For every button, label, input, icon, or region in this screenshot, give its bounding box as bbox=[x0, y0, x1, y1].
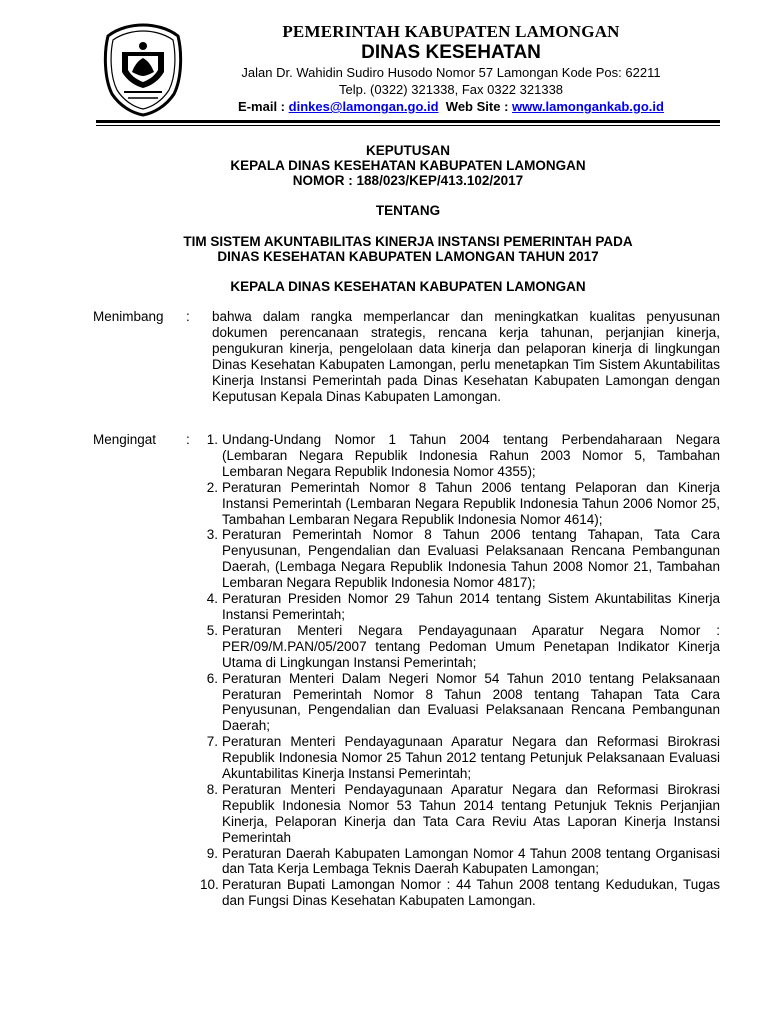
list-item-text: Peraturan Presiden Nomor 29 Tahun 2014 tentang Sistem Akuntabilitas Kinerja Instansi Pemerintah; bbox=[222, 591, 720, 622]
list-item-text: Peraturan Menteri Negara Pendayagunaan Aparatur Negara Nomor : PER/09/M.PAN/05/2007 tentang Pedoman Umum Penetapan Indikator Kinerja Utama di Lingkungan Instansi Pemerintah; bbox=[222, 622, 720, 670]
list-item bbox=[200, 480, 720, 528]
list-item-number: 9. bbox=[206, 845, 218, 861]
phone-fax: Telp. (0322) 321338, Fax 0322 321338 bbox=[338, 82, 564, 97]
list-item bbox=[200, 734, 720, 782]
list-item bbox=[200, 432, 720, 480]
list-item-text: Peraturan Menteri Pendayagunaan Aparatur Negara dan Reformasi Birokrasi Republik Indonesia Nomor 53 Tahun 2014 tentang Petunjuk Teknis Perjanjian Kinerja, Pelaporan Kinerja dan Tata Cara Reviu Atas Laporan Kinerja Instansi Pemerintah bbox=[222, 781, 720, 845]
letterhead bbox=[196, 22, 706, 115]
list-item bbox=[200, 782, 720, 846]
list-item-number: 5. bbox=[206, 622, 218, 638]
decree-about: TENTANG bbox=[375, 203, 441, 218]
list-item bbox=[200, 527, 720, 591]
mengingat-list bbox=[200, 432, 720, 909]
list-item-text: Peraturan Pemerintah Nomor 8 Tahun 2006 tentang Tahapan, Tata Cara Penyusunan, Pengendalian dan Evaluasi Pelaksanaan Rencana Pembangunan Daerah, (Lembaga Negara Republik Indonesia Tahun 2008 Nomor 21, Tambahan Lembaran Negara Republik Indonesia Nomor 4817); bbox=[222, 527, 720, 591]
list-item-number: 8. bbox=[206, 781, 218, 797]
decree-subject-line1: TIM SISTEM AKUNTABILITAS KINERJA INSTANSI PEMERINTAH PADA bbox=[183, 234, 633, 249]
list-item-number: 3. bbox=[206, 527, 218, 543]
mengingat-label: Mengingat bbox=[93, 432, 157, 447]
email-label: E-mail : bbox=[238, 99, 286, 114]
list-item-text: Peraturan Bupati Lamongan Nomor : 44 Tahun 2008 tentang Kedudukan, Tugas dan Fungsi Dinas Kesehatan Kabupaten Lamongan. bbox=[222, 877, 720, 909]
mengingat-colon: : bbox=[186, 432, 190, 447]
list-item bbox=[200, 591, 720, 623]
contact-line bbox=[196, 98, 706, 115]
list-item bbox=[200, 877, 720, 909]
list-item bbox=[200, 846, 720, 878]
list-item-number: 10. bbox=[200, 877, 219, 893]
list-item-text: Peraturan Menteri Dalam Negeri Nomor 54 Tahun 2010 tentang Pelaksanaan Peraturan Pemerintah Nomor 8 Tahun 2008 tentang Tahapan Tata Cara Penyusunan, Pengendalian dan Evaluasi Pelaksanaan Rencana Pembangunan Daerah; bbox=[222, 670, 720, 734]
list-item-number: 2. bbox=[206, 479, 218, 495]
email-link[interactable]: dinkes@lamongan.go.id bbox=[288, 99, 439, 114]
list-item-number: 1. bbox=[206, 432, 218, 447]
list-item-text: Peraturan Pemerintah Nomor 8 Tahun 2006 tentang Pelaporan dan Kinerja Instansi Pemerintah (Lembaran Negara Republik Indonesia Tahun 2006 Nomor 25, Tambahan Lembaran Negara Republik Indonesia Nomor 4614); bbox=[222, 479, 720, 527]
list-item-number: 4. bbox=[206, 591, 218, 607]
list-item bbox=[200, 623, 720, 671]
decree-number: NOMOR : 188/023/KEP/413.102/2017 bbox=[292, 173, 524, 188]
website-label: Web Site : bbox=[445, 99, 509, 114]
menimbang-label: Menimbang bbox=[93, 309, 164, 324]
address: Jalan Dr. Wahidin Sudiro Husodo Nomor 57 Lamongan Kode Pos: 62211 bbox=[241, 65, 661, 80]
regency-emblem-icon bbox=[102, 22, 184, 118]
list-item bbox=[200, 671, 720, 735]
list-item-number: 7. bbox=[206, 734, 218, 750]
government-name: PEMERINTAH KABUPATEN LAMONGAN bbox=[282, 22, 620, 41]
list-item-text: Peraturan Menteri Pendayagunaan Aparatur Negara dan Reformasi Birokrasi Republik Indonesia Nomor 25 Tahun 2012 tentang Petunjuk Pelaksanaan Evaluasi Akuntabilitas Kinerja Instansi Pemerintah; bbox=[222, 734, 720, 782]
letterhead-rule-thick bbox=[96, 120, 720, 123]
decree-subject-line2: DINAS KESEHATAN KABUPATEN LAMONGAN TAHUN 2017 bbox=[217, 249, 599, 264]
decree-authority: KEPALA DINAS KESEHATAN KABUPATEN LAMONGAN bbox=[230, 279, 586, 294]
decree-issuer: KEPALA DINAS KESEHATAN KABUPATEN LAMONGAN bbox=[230, 158, 586, 173]
department-name: DINAS KESEHATAN bbox=[361, 42, 541, 63]
menimbang-text: bahwa dalam rangka memperlancar dan meningkatkan kualitas penyusunan dokumen perencanaan strategis, rencana kerja tahunan, perjanjian kinerja, pengukuran kinerja, pengelolaan data kinerja dan pelaporan kinerja di lingkungan Dinas Kesehatan Kabupaten Lamongan, perlu menetapkan Tim Sistem Akuntabilitas Kinerja Instansi Pemerintah pada Dinas Kesehatan Kabupaten Lamongan dengan Keputusan Kepala Dinas Kabupaten Lamongan. bbox=[212, 309, 720, 404]
list-item-text: Peraturan Daerah Kabupaten Lamongan Nomor 4 Tahun 2008 tentang Organisasi dan Tata Kerja Lembaga Teknis Daerah Kabupaten Lamongan; bbox=[222, 845, 720, 877]
letterhead-rule-thin bbox=[96, 125, 720, 126]
website-link[interactable]: www.lamongankab.go.id bbox=[512, 99, 664, 114]
list-item-number: 6. bbox=[206, 670, 218, 686]
list-item-text: Undang-Undang Nomor 1 Tahun 2004 tentang Perbendaharaan Negara (Lembaran Negara Republik Indonesia Rahun 2003 Nomor 5, Tambahan Lembaran Negara Republik Indonesia Nomor 4355); bbox=[222, 432, 720, 479]
menimbang-colon: : bbox=[186, 309, 190, 324]
decree-title: KEPUTUSAN bbox=[365, 143, 450, 158]
